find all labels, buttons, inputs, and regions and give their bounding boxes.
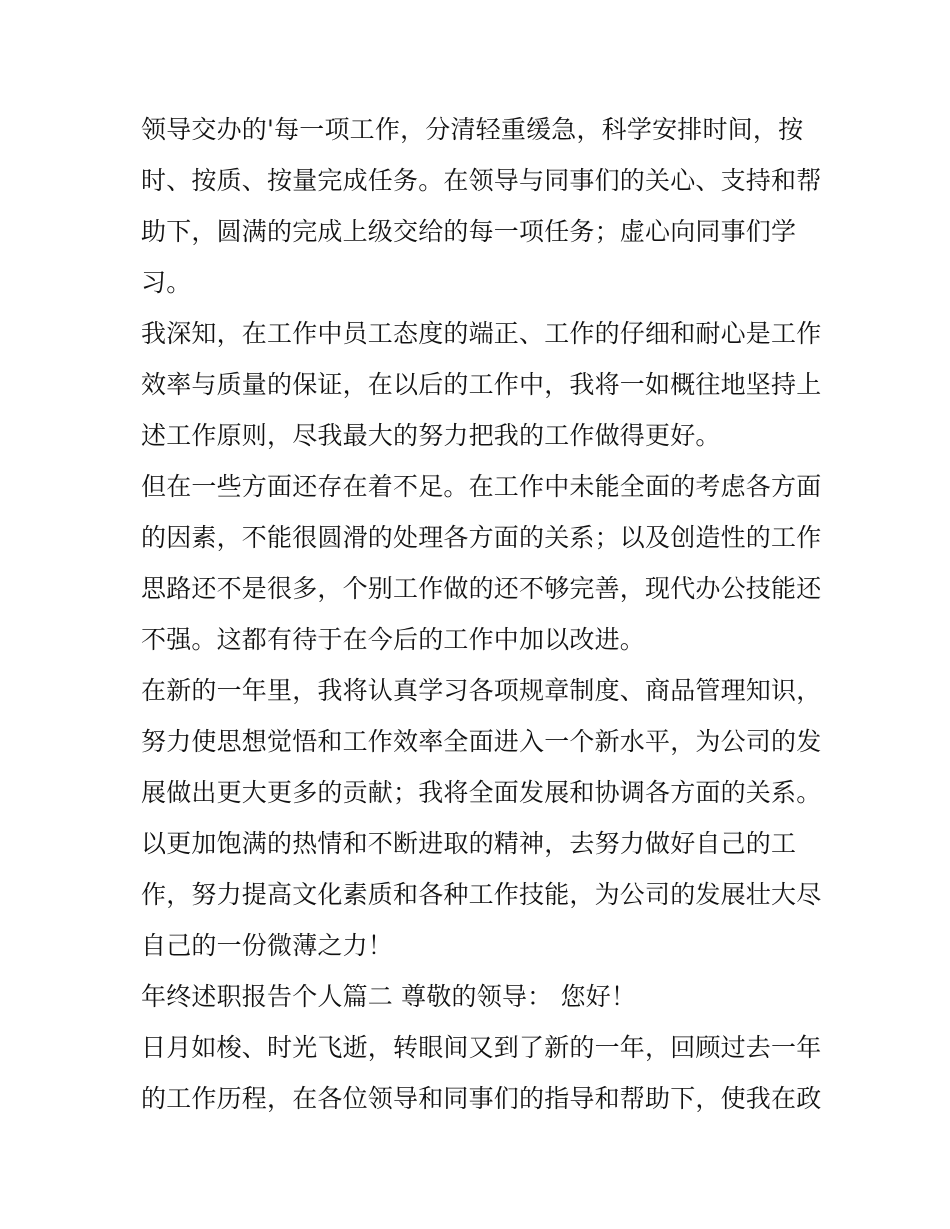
- text-line: 习。: [141, 268, 192, 297]
- text-line: 自己的一份微薄之力！: [141, 931, 394, 960]
- text-line: 时、按质、按量完成任务。在领导与同事们的关心、支持和帮: [141, 166, 822, 195]
- text-line: 领导交办的'每一项工作，分清轻重缓急，科学安排时间，按: [141, 115, 804, 144]
- text-line: 效率与质量的保证，在以后的工作中，我将一如概往地坚持上: [141, 370, 822, 399]
- text-line: 的因素，不能很圆滑的处理各方面的关系；以及创造性的工作: [141, 523, 822, 552]
- text-line: 努力使思想觉悟和工作效率全面进入一个新水平，为公司的发: [141, 727, 822, 756]
- text-line: 日月如梭、时光飞逝，转眼间又到了新的一年，回顾过去一年: [141, 1033, 822, 1062]
- section-heading-line: 年终述职报告个人篇二 尊敬的领导： 您好！: [141, 982, 637, 1011]
- text-line: 但在一些方面还存在着不足。在工作中未能全面的考虑各方面: [141, 472, 822, 501]
- text-line: 作，努力提高文化素质和各种工作技能，为公司的发展壮大尽: [141, 880, 822, 909]
- text-line: 述工作原则，尽我最大的努力把我的工作做得更好。: [141, 421, 721, 450]
- text-line: 展做出更大更多的贡献；我将全面发展和协调各方面的关系。: [141, 778, 822, 807]
- text-line: 思路还不是很多，个别工作做的还不够完善，现代办公技能还: [141, 574, 822, 603]
- document-body: [141, 104, 821, 1124]
- text-line: 在新的一年里，我将认真学习各项规章制度、商品管理知识，: [141, 676, 822, 705]
- text-line: 的工作历程，在各位领导和同事们的指导和帮助下，使我在政: [141, 1084, 822, 1113]
- text-line: 我深知，在工作中员工态度的端正、工作的仔细和耐心是工作: [141, 319, 822, 348]
- text-line: 以更加饱满的热情和不断进取的精神，去努力做好自己的工: [141, 829, 797, 858]
- text-line: 不强。这都有待于在今后的工作中加以改进。: [141, 625, 646, 654]
- text-line: 助下，圆满的完成上级交给的每一项任务；虚心向同事们学: [141, 217, 797, 246]
